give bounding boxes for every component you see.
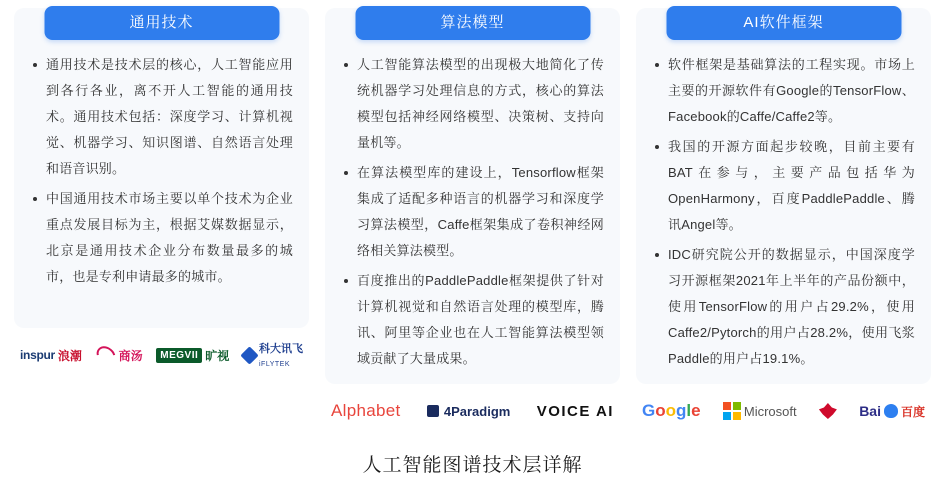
card-title-ai-software-framework: AI软件框架 [666, 6, 901, 40]
columns-container [14, 8, 931, 434]
microsoft-logo [723, 402, 797, 420]
logo-row-algorithm-model [325, 388, 620, 434]
megvii-logo-text-cn: 旷视 [205, 348, 230, 363]
alphabet-logo-text: Alphabet [331, 401, 401, 420]
google-logo [642, 401, 701, 421]
4paradigm-logo-text: 4Paradigm [443, 403, 511, 419]
inspur-logo-text: inspur [20, 348, 55, 362]
logo-row-ai-software-framework [636, 388, 931, 434]
baidu-paw-icon [884, 404, 898, 418]
4paradigm-logo [427, 404, 510, 419]
list-item: 在算法模型库的建设上，Tensorflow框架集成了适配多种语言的机器学习和深度学习算法模型，Caffe框架集成了卷积神经网络相关算法模型。 [357, 160, 604, 264]
baidu-logo-text-cn: 百度 [900, 404, 925, 419]
huawei-flower-icon [819, 403, 837, 419]
baidu-logo-text: Bai [859, 403, 881, 419]
logo-row-general-technology [14, 332, 309, 378]
list-item: 中国通用技术市场主要以单个技术为企业重点发展目标为主，根据艾媒数据显示，北京是通用技术企业分布数量最多的城市，也是专利申请最多的城市。 [46, 186, 293, 290]
iflytek-logo [243, 341, 303, 369]
list-item: IDC研究院公开的数据显示，中国深度学习开源框架2021年上半年的产品份额中，使用TensorFlow的用户占29.2%，使用Caffe2/Pytorch的用户占28.2%，使用飞浆Paddle的用户占19.1%。 [668, 242, 915, 372]
iflytek-logo-text: 科大讯飞 [259, 343, 303, 355]
inspur-logo [20, 347, 82, 364]
list-item: 通用技术是技术层的核心，人工智能应用到各行各业，离不开人工智能的通用技术。通用技术包括：深度学习、计算机视觉、机器学习、知识图谱、自然语言处理和语音识别。 [46, 52, 293, 182]
card-algorithm-model [325, 8, 620, 384]
sensetime-logo [96, 347, 143, 364]
baidu-logo [859, 403, 925, 420]
sensetime-logo-text: 商汤 [118, 348, 143, 363]
card-title-algorithm-model: 算法模型 [355, 6, 590, 40]
list-item: 人工智能算法模型的出现极大地简化了传统机器学习处理信息的方式，核心的算法模型包括神经网络模型、决策树、支持向量机等。 [357, 52, 604, 156]
diamond-icon [240, 346, 258, 364]
voiceai-logo-text: VOICE AI [536, 402, 614, 420]
megvii-logo [156, 347, 229, 364]
card-title-general-technology: 通用技术 [44, 6, 279, 40]
card-ai-software-framework [636, 8, 931, 384]
bullet-list-general-technology [24, 52, 299, 290]
list-item: 我国的开源方面起步较晚，目前主要有BAT在参与，主要产品包括华为OpenHarmony，百度PaddlePaddle、腾讯Angel等。 [668, 134, 915, 238]
bullet-list-algorithm-model [335, 52, 610, 372]
megvii-logo-text: MEGVII [156, 348, 202, 363]
alphabet-logo [331, 401, 401, 421]
iflytek-logo-sub: iFLYTEK [259, 361, 290, 368]
swirl-icon [93, 343, 119, 368]
page-title: 人工智能图谱技术层详解 [362, 455, 583, 476]
inspur-logo-text-cn: 浪潮 [57, 348, 82, 363]
column-algorithm-model [325, 8, 620, 434]
card-general-technology [14, 8, 309, 328]
list-item: 百度推出的PaddlePaddle框架提供了针对计算机视觉和自然语言处理的模型库，腾讯、阿里等企业也在人工智能算法模型领域贡献了大量成果。 [357, 268, 604, 372]
list-item: 软件框架是基础算法的工程实现。市场上主要的开源软件有Google的TensorFlow、Facebook的Caffe/Caffe2等。 [668, 52, 915, 130]
huawei-logo [819, 403, 837, 419]
column-general-technology [14, 8, 309, 378]
column-ai-software-framework [636, 8, 931, 434]
voiceai-logo [537, 403, 614, 420]
microsoft-squares-icon [723, 402, 741, 420]
square-icon [427, 405, 439, 417]
microsoft-logo-text: Microsoft [743, 403, 797, 419]
bullet-list-ai-software-framework [646, 52, 921, 372]
google-logo-text: Google [642, 401, 701, 420]
